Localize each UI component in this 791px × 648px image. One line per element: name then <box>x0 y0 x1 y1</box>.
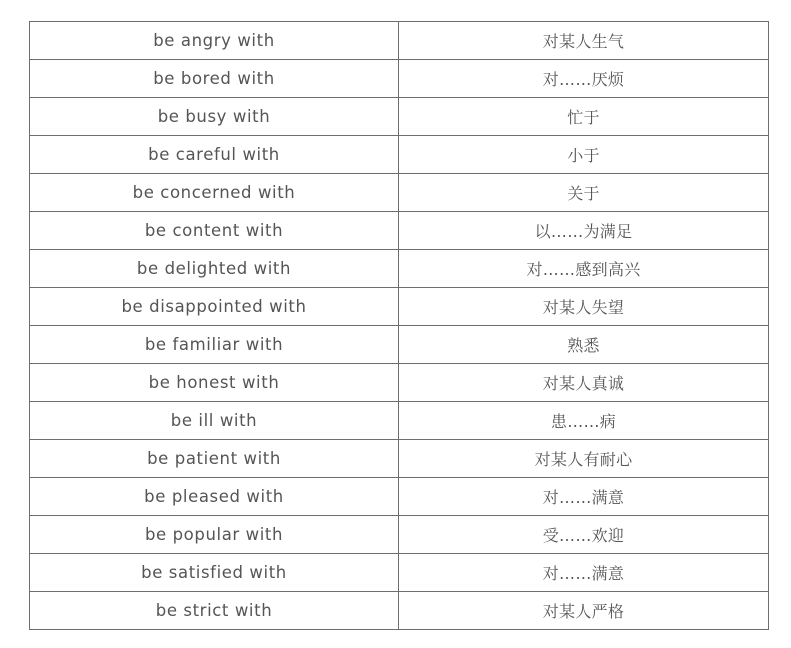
phrase-english-cell: be popular with <box>30 516 399 554</box>
phrase-chinese-cell: 患……病 <box>399 402 769 440</box>
phrase-english-cell: be pleased with <box>30 478 399 516</box>
phrase-chinese-cell: 关于 <box>399 174 769 212</box>
phrase-english-cell: be ill with <box>30 402 399 440</box>
table-row <box>30 516 769 554</box>
phrase-english-cell: be content with <box>30 212 399 250</box>
phrase-chinese-cell: 忙于 <box>399 98 769 136</box>
phrase-chinese-cell: 对……满意 <box>399 554 769 592</box>
phrase-chinese-cell: 对某人真诚 <box>399 364 769 402</box>
phrase-chinese-cell: 熟悉 <box>399 326 769 364</box>
phrase-english-cell: be disappointed with <box>30 288 399 326</box>
phrase-english-cell: be busy with <box>30 98 399 136</box>
phrase-english-cell: be delighted with <box>30 250 399 288</box>
table-row <box>30 592 769 630</box>
table-row <box>30 60 769 98</box>
phrase-chinese-cell: 对某人生气 <box>399 22 769 60</box>
phrase-table <box>29 21 769 630</box>
phrase-chinese-cell: 小于 <box>399 136 769 174</box>
table-row <box>30 554 769 592</box>
phrase-english-cell: be honest with <box>30 364 399 402</box>
phrase-chinese-cell: 受……欢迎 <box>399 516 769 554</box>
table-row <box>30 212 769 250</box>
phrase-table-body <box>30 22 769 630</box>
table-row <box>30 364 769 402</box>
table-row <box>30 440 769 478</box>
table-row <box>30 326 769 364</box>
phrase-english-cell: be bored with <box>30 60 399 98</box>
phrase-chinese-cell: 对某人严格 <box>399 592 769 630</box>
phrase-english-cell: be concerned with <box>30 174 399 212</box>
phrase-english-cell: be familiar with <box>30 326 399 364</box>
phrase-chinese-cell: 以……为满足 <box>399 212 769 250</box>
phrase-chinese-cell: 对某人失望 <box>399 288 769 326</box>
table-row <box>30 174 769 212</box>
phrase-english-cell: be careful with <box>30 136 399 174</box>
table-row <box>30 402 769 440</box>
phrase-chinese-cell: 对……感到高兴 <box>399 250 769 288</box>
phrase-english-cell: be satisfied with <box>30 554 399 592</box>
table-row <box>30 288 769 326</box>
table-row <box>30 478 769 516</box>
table-row <box>30 250 769 288</box>
table-row <box>30 136 769 174</box>
phrase-chinese-cell: 对……厌烦 <box>399 60 769 98</box>
table-row <box>30 22 769 60</box>
phrase-english-cell: be angry with <box>30 22 399 60</box>
phrase-chinese-cell: 对某人有耐心 <box>399 440 769 478</box>
table-row <box>30 98 769 136</box>
phrase-english-cell: be strict with <box>30 592 399 630</box>
phrase-chinese-cell: 对……满意 <box>399 478 769 516</box>
phrase-english-cell: be patient with <box>30 440 399 478</box>
